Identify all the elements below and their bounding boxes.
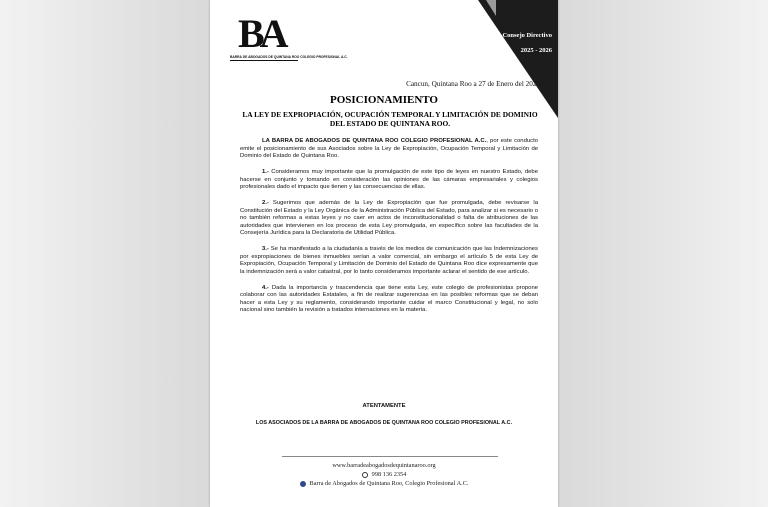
footer-website-row: [210, 461, 558, 470]
background-left: [0, 0, 210, 507]
document-subtitle: LA LEY DE EXPROPIACIÓN, OCUPACIÓN TEMPORAL Y LIMITACIÓN DE DOMINIO DEL ESTADO DE QUINTANA ROO.: [242, 110, 538, 128]
intro-paragraph: [240, 138, 538, 161]
whatsapp-icon: [362, 472, 368, 478]
logo-mark: BA: [238, 11, 284, 56]
paragraph-number: 1.-: [262, 169, 269, 176]
document-page: [210, 0, 558, 507]
paragraph-2: [240, 200, 538, 238]
paragraph-text: Se ha manifestado a la ciudadanía a través de los medios de comunicación que las Indemnizaciones por expropiaciones de bienes inmuebles serían a valor comercial, sin embargo el artículo 5 de esta Ley de Expropiación, Ocupación Temporal y Limitación de Dominio del Estado de Quintana Roo dice expresamente que la indemnización será a valor catastral, por lo tanto consideramos importante aclarar el sentido de ese artículo.: [240, 246, 538, 275]
paragraph-text: Consideramos muy importante que la promulgación de este tipo de leyes en nuestro Estado, debe hacerse en conjunto y tomando en consideración las opiniones de las cámaras empresariales y colegios profesionales dado el impacto que tienen y las consecuencias de ellas.: [240, 169, 538, 191]
paragraph-3: [240, 246, 538, 276]
consejo-block: [480, 28, 552, 58]
signature-line: LOS ASOCIADOS DE LA BARRA DE ABOGADOS DE QUINTANA ROO COLEGIO PROFESIONAL A.C.: [255, 420, 513, 426]
paragraph-number: 4.-: [262, 284, 269, 291]
intro-text: , por este conducto emite el posicionamiento de sus Asociados sobre la Ley de Expropiación, Ocupación Temporal y Limitación de Dominio del Estado de Quintana Roo.: [240, 138, 538, 159]
paragraph-number: 3.-: [262, 246, 269, 253]
document-body: [240, 138, 538, 323]
corner-accent: [486, 0, 496, 16]
logo: [230, 11, 348, 62]
background-right: [558, 0, 768, 507]
paragraph-number: 2.-: [262, 200, 269, 207]
date-line: Cancun, Quintana Roo a 27 de Enero del 2025: [406, 80, 540, 88]
facebook-icon: [300, 481, 306, 487]
footer-divider: [282, 456, 498, 457]
paragraph-text: Sugerimos que además de la Ley de Expropiación que fue promulgada, debe revisarse la Constitución del Estado y la Ley Orgánica de la Administración Pública del Estado, para analizar si es necesario o no también reformas a estas leyes y no caer en actos de inconstitucionalidad o falta de atribuciones de las autoridades que intervienen en los proceso de esta Ley promulgada, en específico sobre las facultades de la Consejería Jurídica para la Declaratoria de Utilidad Pública.: [240, 200, 538, 237]
phone-number: 998 136 2354: [371, 471, 407, 478]
footer: [210, 461, 558, 488]
paragraph-1: [240, 169, 538, 192]
footer-phone-row: [210, 470, 558, 479]
closing-line: ATENTAMENTE: [362, 403, 406, 409]
logo-rule: [230, 60, 298, 61]
footer-facebook-row: [210, 479, 558, 488]
paragraph-4: [240, 285, 538, 315]
website-link[interactable]: www.barradeabogadosdequintanaroo.org: [332, 462, 436, 469]
document-title: POSICIONAMIENTO: [330, 94, 438, 106]
consejo-label: Consejo Directivo: [502, 32, 552, 39]
facebook-name: Barra de Abogados de Quintana Roo, Colegio Profesional A.C.: [309, 480, 469, 487]
intro-bold: LA BARRA DE ABOGADOS DE QUINTANA ROO COLEGIO PROFESIONAL A.C.: [262, 138, 487, 144]
paragraph-text: Dada la importancia y trascendencia que tiene esta Ley, este colegio de profesionistas propone colaborar con las autoridades Estatales, a fin de realizar sugerencias en las posibles reformas que se deban hacer a esta Ley y su reglamento, considerando importante cuidar el marco Constitucional y legal, no solo nacional sino también la revisión a tratados internaciones en la materia.: [240, 284, 538, 314]
consejo-period: 2025 - 2026: [520, 47, 552, 54]
logo-subtitle: BARRA DE ABOGADOS DE QUINTANA ROO COLEGIO PROFESIONAL A.C.: [230, 55, 348, 59]
